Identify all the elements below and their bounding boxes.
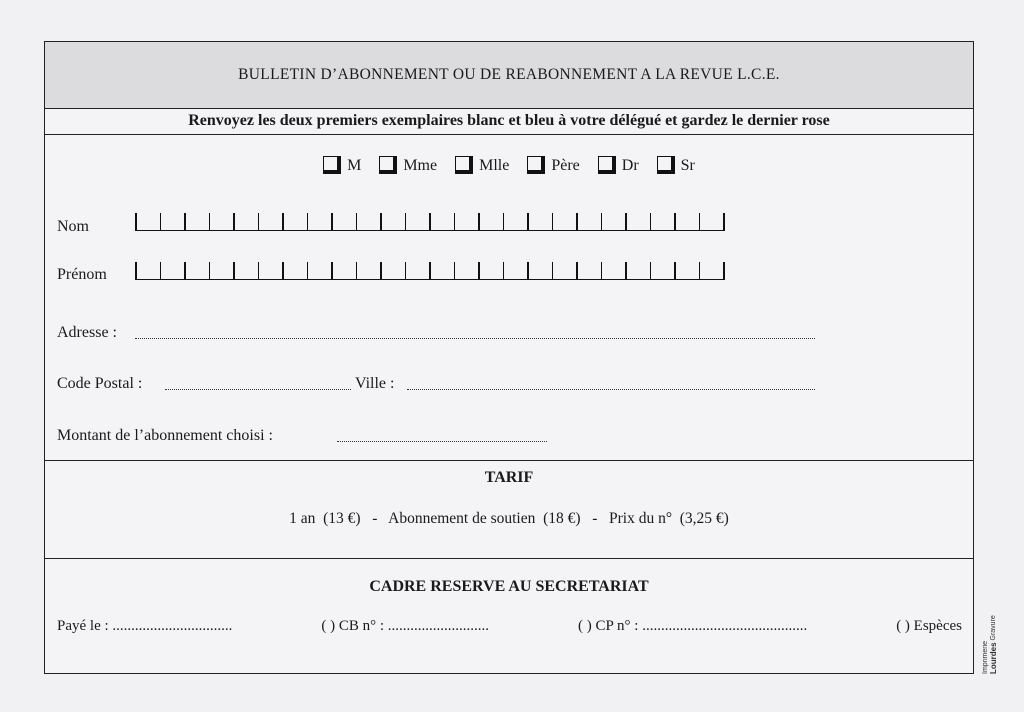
tarif-line: 1 an (13 €) - Abonnement de soutien (18 €) - Prix du n° (3,25 €) (289, 510, 729, 527)
especes-option[interactable]: ( ) Espèces (896, 618, 962, 634)
comb-tick (503, 213, 505, 231)
comb-tick (184, 262, 186, 280)
comb-tick (527, 262, 529, 280)
comb-tick (699, 262, 701, 280)
comb-tick (723, 213, 725, 231)
printer-imprint: Imprimerie Lourdes Gravure (982, 615, 998, 674)
comb-tick (478, 213, 480, 231)
title-option-dr[interactable]: Dr (598, 157, 639, 175)
comb-tick (429, 262, 431, 280)
comb-tick (160, 213, 162, 231)
comb-tick (380, 213, 382, 231)
comb-tick (405, 213, 407, 231)
montant-input[interactable] (337, 441, 547, 442)
comb-tick (625, 213, 627, 231)
instruction-text: Renvoyez les deux premiers exemplaires blanc et bleu à votre délégué et gardez le dernier rose (188, 112, 830, 129)
comb-tick (233, 213, 235, 231)
comb-tick (552, 262, 554, 280)
comb-tick (674, 262, 676, 280)
paye-le-field[interactable]: Payé le : ................................ (57, 618, 233, 634)
checkbox-icon[interactable] (527, 156, 545, 174)
payment-row (57, 618, 962, 635)
form-title: BULLETIN D’ABONNEMENT OU DE REABONNEMENT A LA REVUE L.C.E. (238, 66, 780, 83)
comb-tick (576, 213, 578, 231)
checkbox-icon[interactable] (598, 156, 616, 174)
comb-tick (503, 262, 505, 280)
montant-label: Montant de l’abonnement choisi : (57, 427, 273, 444)
comb-tick (258, 213, 260, 231)
comb-tick (650, 213, 652, 231)
comb-tick (233, 262, 235, 280)
code-postal-input[interactable] (165, 389, 351, 390)
comb-tick (331, 213, 333, 231)
form-header (45, 42, 973, 109)
cb-option[interactable]: ( ) CB n° : ........................... (321, 618, 490, 634)
comb-tick (527, 213, 529, 231)
ville-label: Ville : (355, 375, 395, 392)
adresse-input[interactable] (135, 338, 815, 339)
comb-tick (699, 213, 701, 231)
comb-tick (209, 262, 211, 280)
comb-tick (454, 262, 456, 280)
checkbox-icon[interactable] (379, 156, 397, 174)
comb-tick (160, 262, 162, 280)
comb-tick (282, 262, 284, 280)
comb-tick (650, 262, 652, 280)
code-postal-label: Code Postal : (57, 375, 143, 392)
comb-tick (356, 262, 358, 280)
title-option-mme[interactable]: Mme (379, 157, 437, 175)
prenom-input[interactable] (135, 262, 725, 280)
comb-tick (552, 213, 554, 231)
comb-tick (307, 213, 309, 231)
section-divider (45, 558, 973, 559)
comb-tick (135, 213, 137, 231)
comb-tick (405, 262, 407, 280)
comb-tick (723, 262, 725, 280)
comb-tick (307, 262, 309, 280)
comb-tick (625, 262, 627, 280)
comb-tick (576, 262, 578, 280)
comb-tick (135, 262, 137, 280)
comb-tick (454, 213, 456, 231)
comb-tick (331, 262, 333, 280)
comb-tick (282, 213, 284, 231)
ville-input[interactable] (407, 389, 815, 390)
instruction-banner (45, 108, 973, 135)
title-option-pere[interactable]: Père (527, 157, 579, 175)
tarif-heading: TARIF (484, 469, 534, 486)
secretariat-heading: CADRE RESERVE AU SECRETARIAT (369, 578, 649, 595)
checkbox-icon[interactable] (455, 156, 473, 174)
comb-tick (601, 213, 603, 231)
cp-option[interactable]: ( ) CP n° : ............................................ (578, 618, 808, 634)
checkbox-icon[interactable] (657, 156, 675, 174)
title-option-sr[interactable]: Sr (657, 157, 695, 175)
nom-label: Nom (57, 218, 89, 235)
comb-tick (429, 213, 431, 231)
comb-tick (380, 262, 382, 280)
civility-options (45, 157, 973, 175)
comb-tick (209, 213, 211, 231)
checkbox-icon[interactable] (323, 156, 341, 174)
adresse-label: Adresse : (57, 324, 117, 341)
section-divider (45, 460, 973, 461)
prenom-label: Prénom (57, 266, 107, 283)
comb-tick (674, 213, 676, 231)
comb-tick (601, 262, 603, 280)
comb-tick (184, 213, 186, 231)
title-option-mlle[interactable]: Mlle (455, 157, 509, 175)
comb-tick (478, 262, 480, 280)
nom-input[interactable] (135, 213, 725, 231)
title-option-m[interactable]: M (323, 157, 361, 175)
comb-tick (258, 262, 260, 280)
subscription-form (44, 41, 974, 674)
comb-tick (356, 213, 358, 231)
